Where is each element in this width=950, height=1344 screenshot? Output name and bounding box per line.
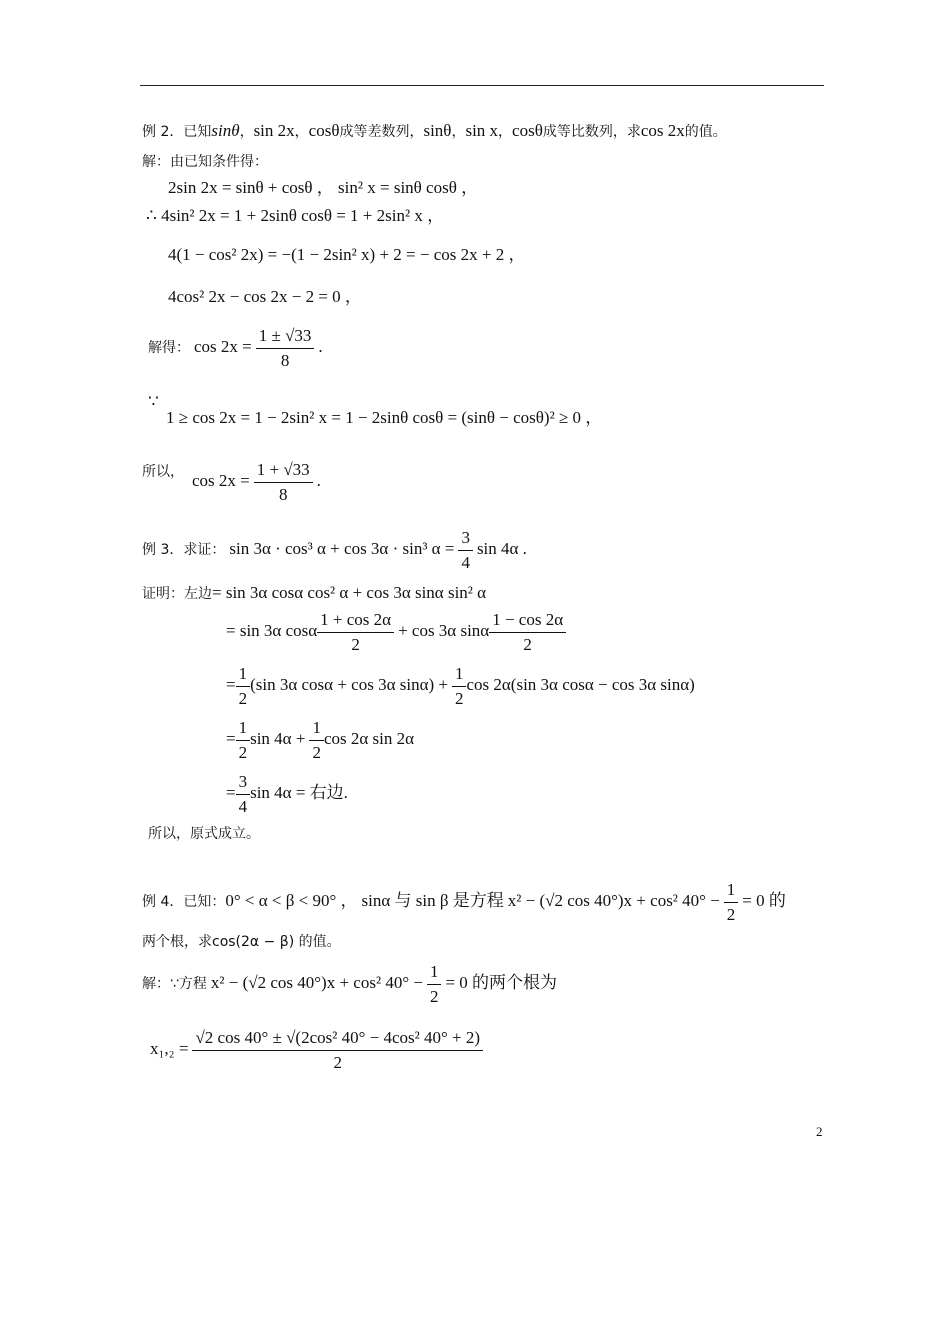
numerator: 1 ± √33 xyxy=(256,326,315,349)
numerator: 1 xyxy=(724,880,739,903)
ex4-q-label: 例 4．已知： xyxy=(142,894,226,911)
ex3-step3-frac2 xyxy=(452,664,467,709)
because-symbol: ∵ xyxy=(148,392,159,411)
ex2-sin-theta-2: sinθ xyxy=(423,121,452,140)
ex2-answer-fraction xyxy=(254,460,313,505)
ex2-sin-theta: sinθ xyxy=(211,121,240,140)
numerator: 1 xyxy=(236,664,251,687)
period: . xyxy=(318,337,323,357)
ex3-step4-b: sin 4α + xyxy=(250,729,306,749)
ex4-root-fraction xyxy=(192,1028,483,1073)
ex2-line3: 4(1 − cos² 2x) = −(1 − 2sin² x) + 2 = − cos 2x + 2 ， xyxy=(168,245,526,264)
denominator: 2 xyxy=(238,743,248,762)
ex4-q-equation: x² − (√2 cos 40°)x + cos² 40° − xyxy=(507,891,720,911)
denominator: 2 xyxy=(429,987,439,1006)
equals: = xyxy=(226,675,236,695)
denominator: 8 xyxy=(280,351,290,370)
denominator: 2 xyxy=(333,1053,342,1072)
ex4-q-pair: sinα 与 sin β 是方程 xyxy=(361,891,504,911)
ex2-line2-expr: 4sin² 2x = 1 + 2sinθ cosθ = 1 + 2sin² x ， xyxy=(161,206,445,225)
ex3-step2-frac1 xyxy=(317,610,394,655)
ex4-sol-half xyxy=(427,962,442,1007)
ex2-cos2x: cos 2x xyxy=(640,121,685,140)
ex2-solve-line xyxy=(148,326,323,371)
numerator: √2 cos 40° ± √(2cos² 40° − 4cos² 40° + 2) xyxy=(192,1028,483,1051)
numerator: 3 xyxy=(458,528,473,551)
ex2-line4: 4cos² 2x − cos 2x − 2 = 0 ， xyxy=(168,287,362,306)
ex2-q-label: 例 2．已知 xyxy=(142,124,212,140)
ex2-cos-theta: cosθ xyxy=(308,121,340,140)
ex3-conclusion: 所以，原式成立。 xyxy=(148,826,260,842)
ex3-q-expr: sin 3α · cos³ α + cos 3α · sin³ α = xyxy=(229,539,455,559)
numerator: 1 xyxy=(427,962,442,985)
ex3-step3-b: (sin 3α cosα + cos 3α sinα) + xyxy=(250,675,448,695)
denominator: 2 xyxy=(454,689,464,708)
ex3-proof-line1 xyxy=(142,583,486,604)
ex2-cos-theta-2: cosθ xyxy=(512,121,543,140)
denominator: 4 xyxy=(238,797,248,816)
ex3-step2-b: + cos 3α sinα xyxy=(398,621,490,641)
ex3-q-tail: sin 4α . xyxy=(476,539,527,559)
ex3-proof-label: 证明：左边 xyxy=(142,586,212,602)
ex2-solve-lhs: cos 2x = xyxy=(194,337,252,357)
ex2-solve-fraction xyxy=(256,326,315,371)
denominator: 2 xyxy=(312,743,321,762)
ex2-line2 xyxy=(146,206,444,226)
ex2-answer-line xyxy=(142,462,184,482)
ex4-question-line2: 两个根，求cos(2α − β) 的值。 xyxy=(142,934,341,950)
denominator: 8 xyxy=(278,485,288,504)
therefore-symbol: ∴ xyxy=(146,206,157,225)
ex2-line1: 2sin 2x = sinθ + cosθ ， sin² x = sinθ cosθ ， xyxy=(168,178,479,197)
ex3-q-label: 例 3．求证： xyxy=(142,542,226,559)
ex2-inequality: 1 ≥ cos 2x = 1 − 2sin² x = 1 − 2sinθ cosθ = (sinθ − cosθ)² ≥ 0 ， xyxy=(166,408,603,427)
ex4-q-range: 0° < α < β < 90° ， xyxy=(225,891,358,911)
ex2-q-arith: 成等差数列， xyxy=(339,124,424,140)
numerator: 3 xyxy=(236,772,251,795)
denominator: 2 xyxy=(238,689,248,708)
denominator: 4 xyxy=(461,553,470,572)
period: . xyxy=(316,471,321,491)
numerator: 1 xyxy=(236,718,251,741)
ex3-step4-c: cos 2α sin 2α xyxy=(323,729,415,749)
numerator: 1 + √33 xyxy=(254,460,313,483)
ex3-q-fraction xyxy=(458,528,473,573)
ex3-step5 xyxy=(226,772,348,817)
page-number: 2 xyxy=(816,1124,823,1139)
ex3-step3-frac1 xyxy=(236,664,251,709)
ex2-solution-label: 解：由已知条件得： xyxy=(142,154,268,170)
equals: = xyxy=(226,783,236,803)
sep: ， xyxy=(451,124,466,140)
ex4-roots xyxy=(150,1028,483,1073)
ex2-q-end: 的值。 xyxy=(684,124,727,140)
ex3-question xyxy=(142,528,527,573)
ex3-step5-frac xyxy=(236,772,251,817)
ex2-question xyxy=(142,121,727,142)
ex3-step2-frac2 xyxy=(489,610,566,655)
ex3-step5-b: sin 4α = 右边. xyxy=(250,783,348,803)
ex3-step2-a: = sin 3α cosα xyxy=(226,621,318,641)
ex3-step3 xyxy=(226,664,695,709)
numerator: 1 + cos 2α xyxy=(317,610,394,633)
ex4-sol-label: 解：∵方程 xyxy=(142,976,207,993)
sep: ， xyxy=(239,124,254,140)
numerator: 1 − cos 2α xyxy=(489,610,566,633)
ex2-sin2x: sin 2x xyxy=(253,121,295,140)
ex4-solution-line xyxy=(142,962,557,1007)
denominator: 2 xyxy=(523,635,532,654)
numerator: 1 xyxy=(452,664,467,687)
ex3-step2 xyxy=(226,610,566,655)
ex2-q-geom: 成等比数列，求 xyxy=(542,124,641,140)
ex3-step3-c: cos 2α(sin 3α cosα − cos 3α sinα) xyxy=(466,675,695,695)
ex4-q-half xyxy=(724,880,739,925)
ex4-root-lhs: x₁,₂ = xyxy=(150,1039,189,1059)
ex3-step1: = sin 3α cosα cos² α + cos 3α sinα sin² α xyxy=(212,583,487,602)
ex2-so-label: 所以， xyxy=(142,464,184,480)
ex3-step4-frac2 xyxy=(309,718,324,763)
ex4-question-line1 xyxy=(142,880,786,925)
ex3-step4 xyxy=(226,718,414,763)
ex4-sol-equation: x² − (√2 cos 40°)x + cos² 40° − xyxy=(210,973,423,993)
ex2-answer xyxy=(192,460,321,505)
header-rule xyxy=(140,85,824,86)
denominator: 2 xyxy=(351,635,360,654)
ex2-solve-label: 解得： xyxy=(148,340,190,357)
sep: ， xyxy=(498,124,513,140)
denominator: 2 xyxy=(726,905,736,924)
sep: ， xyxy=(294,124,309,140)
numerator: 1 xyxy=(309,718,324,741)
ex2-sinx: sin x xyxy=(465,121,499,140)
equals: = xyxy=(226,729,236,749)
ex3-step4-frac1 xyxy=(236,718,251,763)
ex4-q-eq-end: = 0 的 xyxy=(742,891,786,911)
ex2-answer-lhs: cos 2x = xyxy=(192,471,250,491)
ex4-sol-tail: = 0 的两个根为 xyxy=(445,973,558,993)
